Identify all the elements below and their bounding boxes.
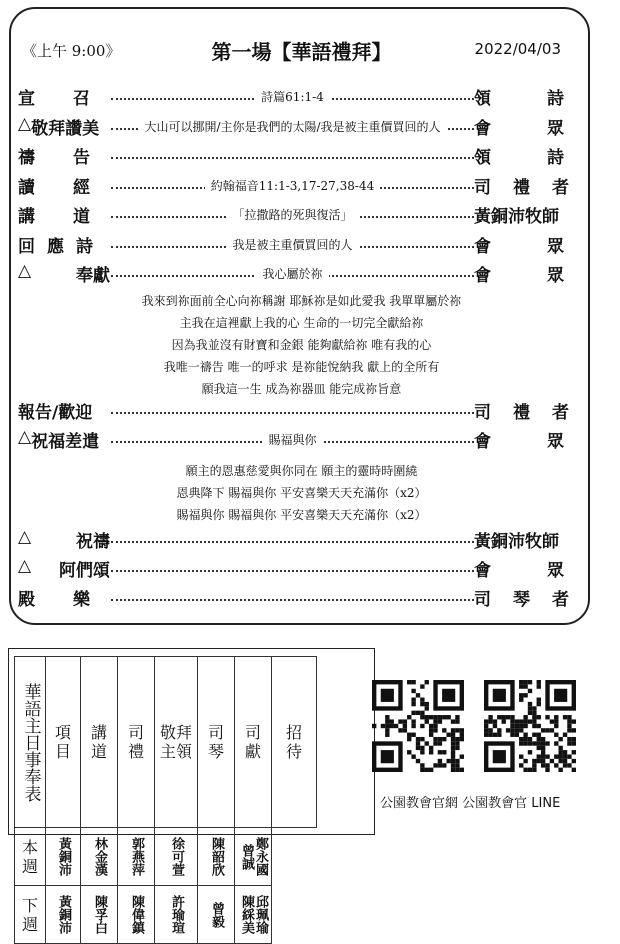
order-leader <box>474 261 620 286</box>
order-row <box>18 527 574 552</box>
dot-leader <box>111 400 474 418</box>
order-row <box>18 261 620 286</box>
order-label <box>18 84 128 109</box>
dot-leader <box>111 558 474 576</box>
lyric-line: 願主的恩惠慈愛與你同在 願主的靈時時圍繞 <box>185 464 418 478</box>
lyric-line: 賜福與你 賜福與你 平安喜樂天天充滿你（x2） <box>176 508 427 522</box>
liturgy-marker: △ <box>18 261 32 281</box>
order-label-text: 殿樂 <box>18 590 128 610</box>
order-leader <box>474 143 620 168</box>
roster-header <box>235 657 272 828</box>
roster-header <box>155 657 198 828</box>
qr-caption-line: 公園教會官 LINE <box>462 796 561 811</box>
order-detail: 我是被主重價買回的人 <box>226 238 358 252</box>
qr-website-icon <box>372 680 464 772</box>
lyric-line: 主我在這裡獻上我的心 生命的一切完全獻給祢 <box>179 316 424 330</box>
order-leader-text: 司禮者 <box>474 403 591 423</box>
roster-name: 曾毅 <box>209 901 224 928</box>
order-leader <box>474 398 591 423</box>
dot-leader <box>111 145 474 163</box>
qr-code-website[interactable] <box>372 680 464 772</box>
roster-header-text: 司禮 <box>127 723 144 761</box>
order-leader <box>474 84 620 109</box>
roster-cell <box>118 886 155 944</box>
order-label <box>18 143 128 168</box>
roster-name: 陳孚白 <box>92 895 107 934</box>
roster-week-text: 本週 <box>21 837 38 876</box>
order-row <box>18 232 620 257</box>
order-row <box>18 84 620 109</box>
roster-header <box>46 657 81 828</box>
roster-cell <box>46 828 81 886</box>
order-detail: 詩篇61:1-4 <box>255 90 330 104</box>
order-detail: 賜福與你 <box>262 433 322 447</box>
roster-name: 黃銅沛 <box>56 895 71 934</box>
roster-caption: 華語主日事奉表 <box>15 657 46 828</box>
qr-code-line[interactable] <box>484 680 576 772</box>
order-label-text: 禱告 <box>18 148 128 168</box>
order-label-text: 奉獻 <box>76 266 110 286</box>
roster-header-text: 司琴 <box>207 723 224 761</box>
order-leader-text: 會眾 <box>474 236 620 257</box>
order-row <box>18 398 591 423</box>
roster-header <box>272 657 317 828</box>
order-row <box>18 173 591 198</box>
roster-header <box>81 657 118 828</box>
order-row <box>18 556 620 581</box>
order-label-text: 阿們頌 <box>59 561 110 581</box>
order-leader-text: 會眾 <box>474 432 620 452</box>
dot-leader <box>111 86 474 104</box>
roster-header-text: 項目 <box>54 723 71 761</box>
dot-leader <box>111 263 474 281</box>
dot-leader <box>111 116 474 134</box>
roster-name: 黃銅沛 <box>56 837 71 876</box>
dot-leader <box>111 429 474 447</box>
order-leader-text: 會眾 <box>474 561 620 581</box>
roster-name: 鄭永國 曾誠 <box>239 837 268 876</box>
dot-leader <box>111 234 474 252</box>
order-leader-text: 領詩 <box>474 148 620 168</box>
order-leader <box>474 202 574 227</box>
lyric-line: 我來到祢面前全心向祢稱謝 耶穌祢是如此愛我 我單單屬於祢 <box>141 294 462 308</box>
liturgy-marker: △ <box>18 556 32 576</box>
order-leader <box>474 556 620 581</box>
lyric-line: 我唯一禱告 唯一的呼求 是祢能悅納我 獻上的全所有 <box>163 360 440 374</box>
order-leader-text: 黃銅沛牧師 <box>474 207 559 227</box>
order-leader <box>474 173 591 198</box>
roster-cell <box>155 886 198 944</box>
roster-header-text: 招待 <box>285 723 302 761</box>
roster-cell <box>198 886 235 944</box>
order-label <box>18 585 128 610</box>
order-leader-text: 司禮者 <box>474 177 591 198</box>
order-leader <box>474 232 620 257</box>
roster-cell <box>46 886 81 944</box>
order-leader <box>474 527 574 552</box>
order-label-text: 宣召 <box>18 89 128 109</box>
order-label-text: 祝禱 <box>76 532 110 552</box>
order-leader-text: 黃銅沛牧師 <box>474 532 559 552</box>
roster-week-text: 下週 <box>21 895 38 934</box>
roster-name: 徐可萱 <box>169 837 184 876</box>
order-label-text: 回應詩 <box>18 236 105 257</box>
order-label <box>18 556 110 581</box>
order-leader-text: 會眾 <box>474 266 620 286</box>
order-label-text: 講道 <box>18 207 128 227</box>
roster-table <box>14 656 317 944</box>
roster-week-label <box>15 828 46 886</box>
dot-leader <box>111 587 474 605</box>
order-row <box>18 585 591 610</box>
order-label-text: 祝福差遣 <box>31 432 100 452</box>
order-label <box>18 173 128 198</box>
roster-cell <box>81 886 118 944</box>
roster-cell <box>118 828 155 886</box>
roster-cell <box>81 828 118 886</box>
roster-name: 邱珮瑜 陳綵美 <box>239 895 268 934</box>
order-label <box>18 398 110 423</box>
liturgy-marker: △ <box>18 427 32 447</box>
header <box>0 36 603 66</box>
order-label <box>18 261 110 286</box>
order-label-text: 報告/歡迎 <box>18 403 93 423</box>
roster-name: 許瑜瑄 <box>169 895 184 934</box>
order-label-text: 敬拜讚美 <box>31 118 100 139</box>
dot-leader <box>111 175 474 193</box>
roster-name: 陳偉鎮 <box>129 895 144 934</box>
service-date: 2022/04/03 <box>474 40 561 58</box>
roster-header-text: 司獻 <box>244 723 261 761</box>
roster-header <box>198 657 235 828</box>
order-leader-text: 領詩 <box>474 89 620 109</box>
lyric-line: 願我這一生 成為祢器皿 能完成祢旨意 <box>201 382 402 396</box>
order-row <box>18 113 620 139</box>
liturgy-marker: △ <box>18 527 32 547</box>
lyric-line: 恩典降下 賜福與你 平安喜樂天天充滿你（x2） <box>176 486 427 500</box>
order-label <box>18 527 110 552</box>
order-leader <box>474 585 591 610</box>
dot-leader <box>111 204 474 222</box>
liturgy-marker: △ <box>18 113 32 134</box>
order-detail: 約翰福音11:1-3,17-27,38-44 <box>205 179 380 193</box>
roster-name: 陳韶欣 <box>209 837 224 876</box>
qr-line-icon <box>484 680 576 772</box>
order-label <box>18 427 110 452</box>
order-label-text: 讀經 <box>18 177 128 198</box>
order-detail: 「拉撒路的死與復活」 <box>226 208 358 222</box>
service-title: 第一場【華語禮拜】 <box>211 40 392 64</box>
order-leader <box>474 427 620 452</box>
roster-cell <box>155 828 198 886</box>
roster-header-text: 敬拜主領 <box>159 723 192 761</box>
order-detail: 我心屬於祢 <box>256 267 328 281</box>
order-detail: 大山可以挪開/主你是我們的太陽/我是被主重價買回的人 <box>138 120 446 134</box>
dot-leader <box>111 529 474 547</box>
lyric-line: 因為我並沒有財寶和金銀 能夠獻給祢 唯有我的心 <box>171 338 432 352</box>
order-label <box>18 202 128 227</box>
order-leader-text: 會眾 <box>474 118 620 139</box>
order-row <box>18 427 620 452</box>
qr-captions <box>380 792 560 811</box>
roster-header-text: 講道 <box>90 723 107 761</box>
roster-cell <box>235 886 272 944</box>
order-leader <box>474 114 620 139</box>
order-leader-text: 司琴者 <box>474 590 591 610</box>
roster-cell <box>235 828 272 886</box>
order-label <box>18 232 110 257</box>
roster-name: 林金漢 <box>92 837 107 876</box>
order-label <box>18 114 110 139</box>
qr-caption-website: 公園教會官網 <box>380 796 459 811</box>
order-row <box>18 202 574 227</box>
roster-name: 郭燕萍 <box>129 837 144 876</box>
roster-cell <box>198 828 235 886</box>
service-time: 《上午 9:00》 <box>22 42 121 60</box>
roster-header <box>118 657 155 828</box>
order-row <box>18 143 620 168</box>
roster-week-label <box>15 886 46 944</box>
